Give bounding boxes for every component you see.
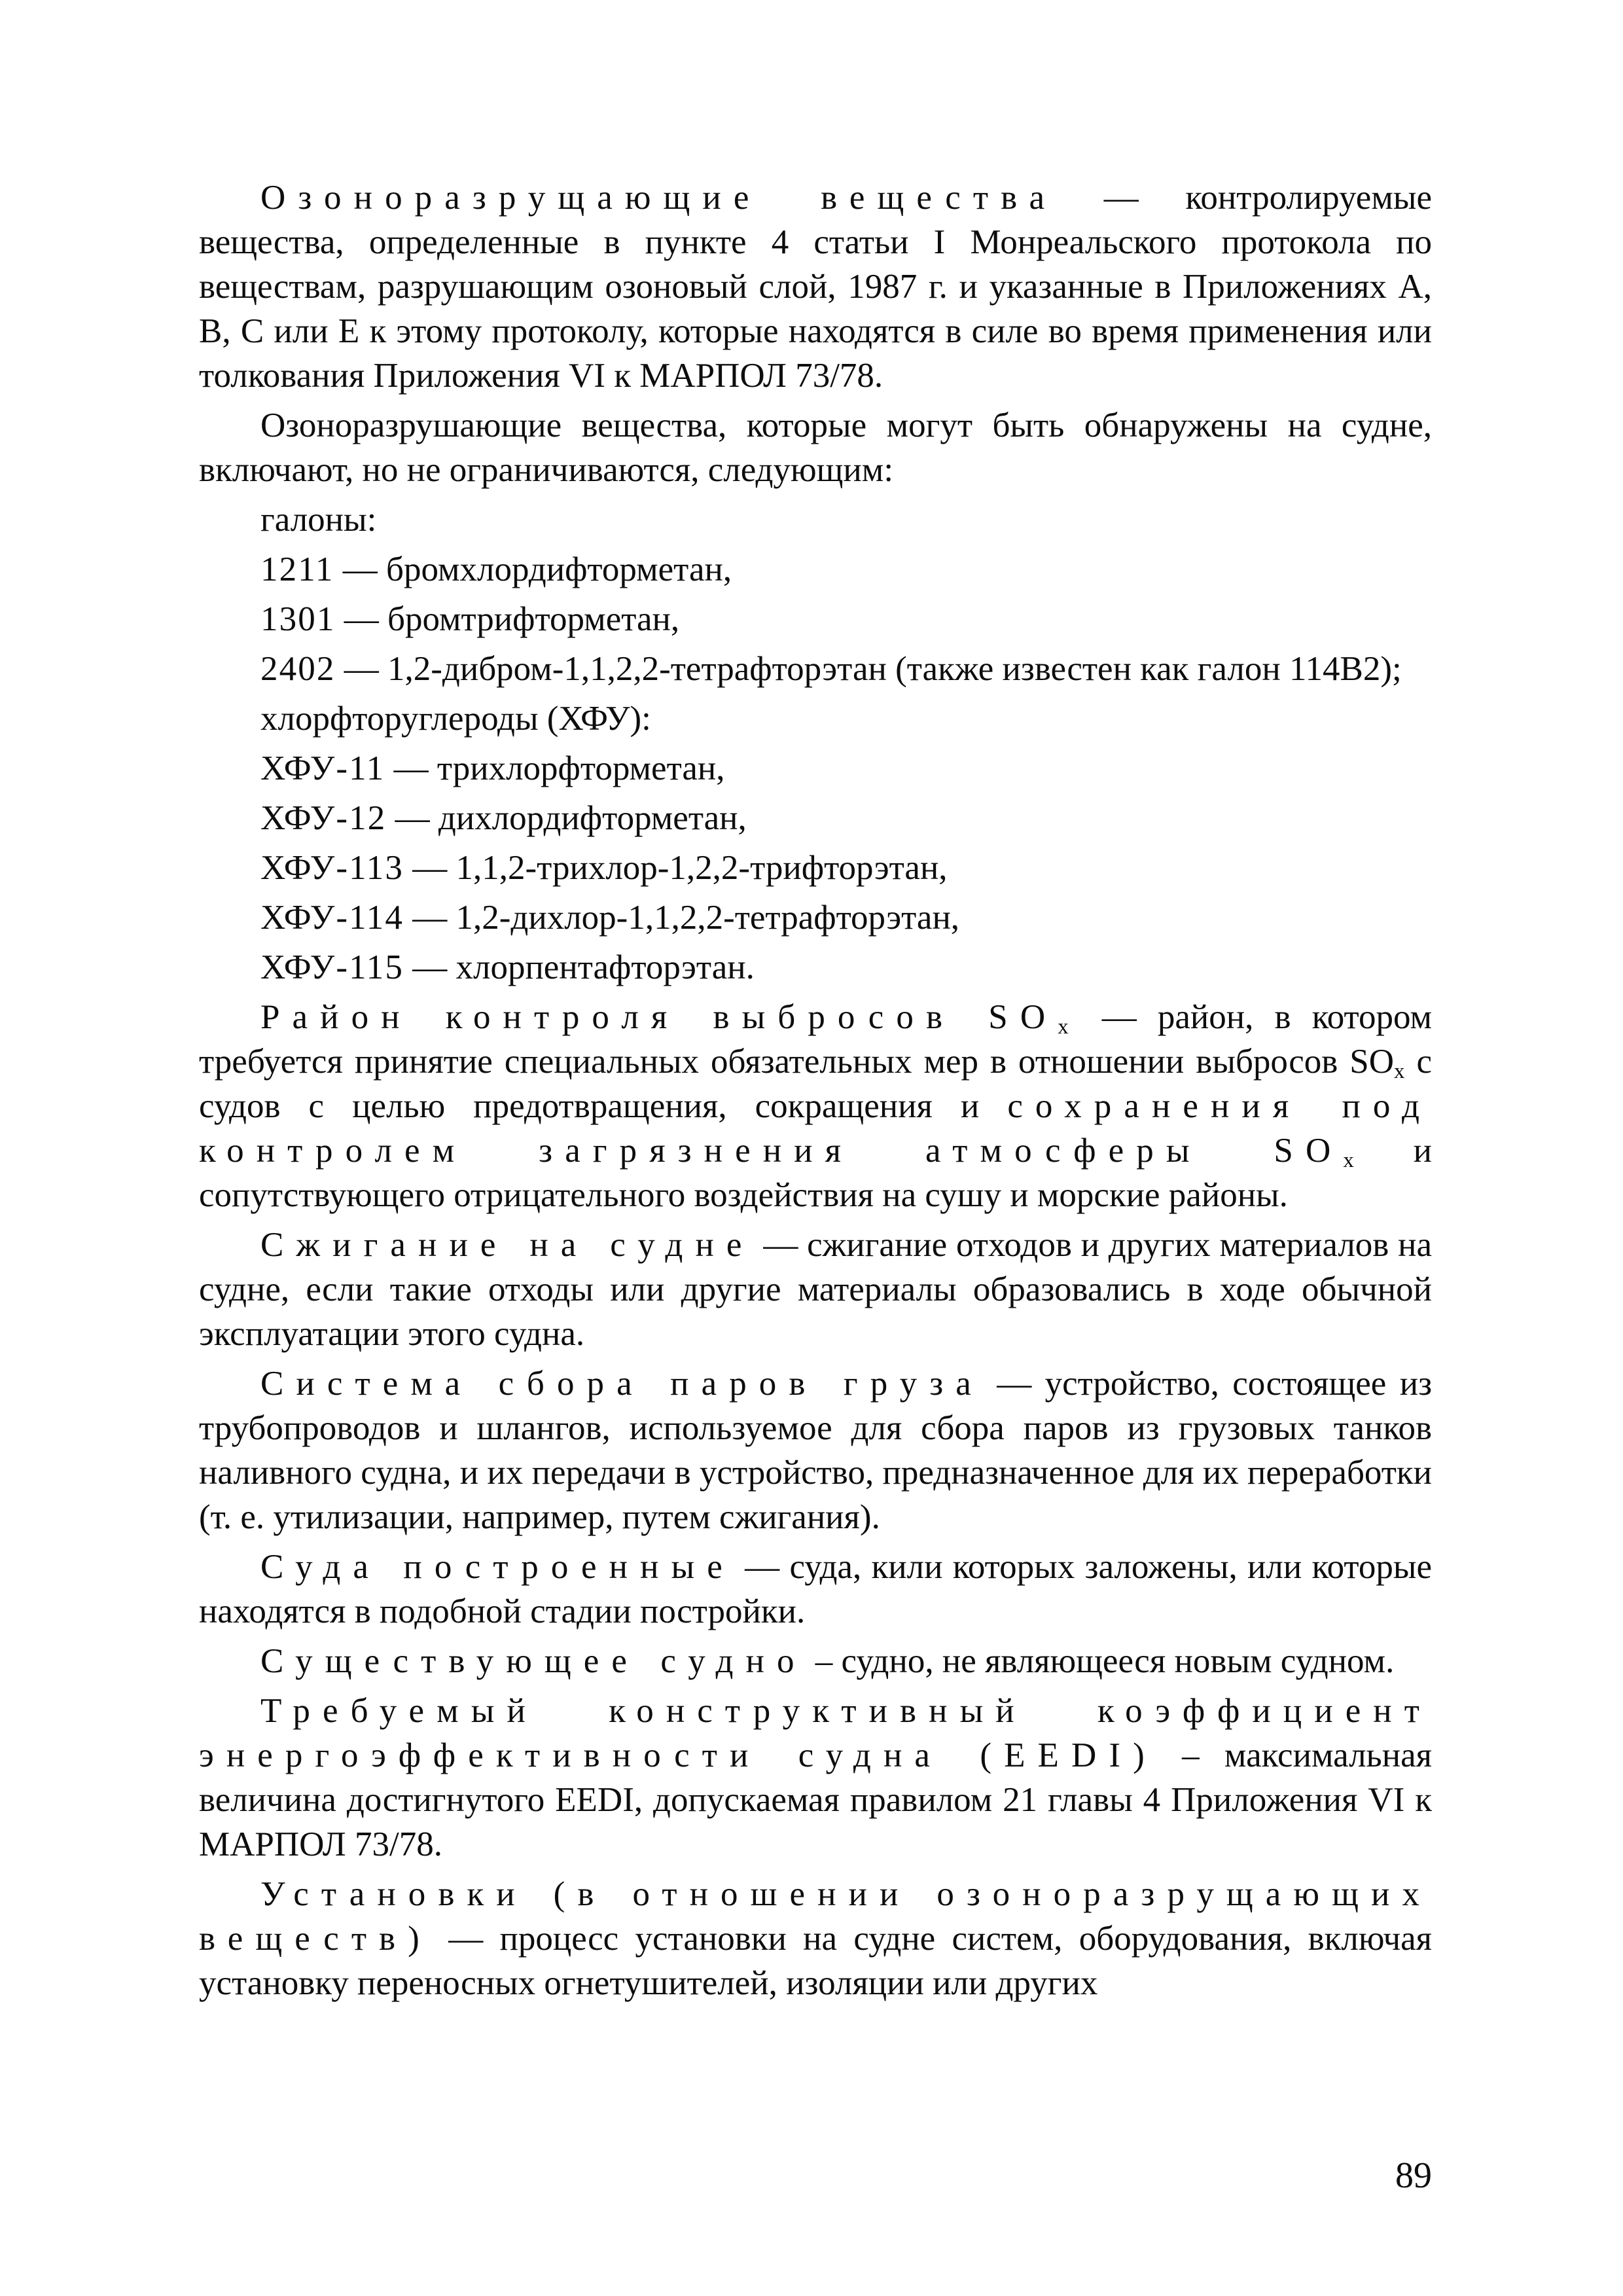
list-item (199, 597, 1432, 641)
separator-dash: — (983, 1365, 1045, 1403)
separator-dash: – (1156, 1736, 1224, 1774)
item-dash: — (344, 600, 379, 638)
item-name: трихлорфторметан, (437, 749, 725, 787)
definition-existing-ship (199, 1639, 1432, 1683)
definition-ozone-depleting-substances (199, 175, 1432, 398)
separator-dash: — (754, 1226, 808, 1264)
separator-dash: — (1057, 179, 1186, 217)
defined-term: Суда построенные (260, 1548, 735, 1586)
item-code: 2402 (260, 650, 336, 688)
definition-text: максимальная величина достигнутого EEDI, допускаемая правилом 21 главы 4 Приложения VI к МАРПОЛ 73/78. (199, 1736, 1432, 1863)
item-dash: — (412, 899, 448, 937)
definition-text: район, в котором требуется принятие специальных обязательных мер в отношении выбросов SO (199, 998, 1432, 1081)
subscript: x (1394, 1060, 1405, 1084)
definition-text: устройство, состоящее из трубопроводов и шлангов, используемое для сбора паров из грузовых танков наливного судна, и их передачи в устройство, предназначенное для их переработки (т. е. утилизации, например, путем сжигания). (199, 1365, 1432, 1536)
separator-dash: — (431, 1920, 500, 1958)
item-dash: — (393, 749, 429, 787)
list-heading-cfcs: хлорфторуглероды (ХФУ): (260, 700, 651, 738)
definition-text: с судов с целью предотвращения, сокращения и (199, 1043, 1432, 1125)
definition-text: контролируемые вещества, определенные в пункте 4 статьи I Монреальского протокола по веществам, разрушающим озоновый слой, 1987 г. и указанные в Приложениях A, B, C или E к этому протоколу, которые находятся в силе во время применения или толкования Приложения VI к МАРПОЛ 73/78. (199, 179, 1432, 395)
definition-text: суда, кили которых заложены, или которые находятся в подобной стадии постройки. (199, 1548, 1432, 1630)
definition-text: процесс установки на судне систем, оборудования, включая установку переносных огнетушителей, изоляции или других (199, 1920, 1433, 2002)
item-name: бромтрифторметан, (387, 600, 680, 638)
item-dash: — (395, 799, 430, 837)
item-name: хлорпентафторэтан. (455, 948, 755, 986)
list-item (199, 895, 1432, 940)
item-code: 1211 (260, 550, 334, 588)
definition-required-eedi (199, 1689, 1432, 1867)
item-dash: — (344, 650, 379, 688)
item-code: ХФУ-11 (260, 749, 385, 787)
defined-term: Сжигание на судне (260, 1226, 755, 1264)
page-number: 89 (1395, 2155, 1432, 2196)
spaced-text: сохранения под контролем загрязнения атмосферы SO (199, 1087, 1432, 1170)
defined-term: Установки (в отношении озоноразрущающих веществ) (199, 1875, 1432, 1958)
page-body (199, 175, 1432, 2011)
subscript: x (1058, 1015, 1081, 1039)
defined-term-text: Район контроля выбросов SO (260, 998, 1058, 1036)
ods-intro-paragraph: Озоноразрушающие вещества, которые могут быть обнаружены на судне, включают, но не ограничиваются, следующим: (199, 406, 1432, 489)
item-name: 1,1,2-трихлор-1,2,2-трифторэтан, (455, 849, 948, 887)
item-name: 1,2-дихлор-1,1,2,2-тетрафторэтан, (455, 899, 960, 937)
list-item (199, 746, 1432, 791)
item-dash: — (342, 550, 378, 588)
item-code: ХФУ-115 (260, 948, 404, 986)
list-item (199, 945, 1432, 990)
list-heading-halons: галоны: (260, 501, 377, 539)
separator-dash: — (1080, 998, 1158, 1036)
definition-text: судно, не являющееся новым судном. (841, 1642, 1395, 1680)
list-item (199, 547, 1432, 592)
item-code: ХФУ-114 (260, 899, 404, 937)
definition-installations (199, 1872, 1432, 2005)
list-item (199, 796, 1432, 840)
definition-text: сжигание отходов и других материалов на судне, если такие отходы или другие материалы образовались в ходе обычной эксплуатации этого судна. (199, 1226, 1432, 1353)
item-name: дихлордифторметан, (438, 799, 747, 837)
defined-term: Требуемый конструктивный коэффициент энергоэффективности судна (EEDI) (199, 1692, 1432, 1774)
separator-dash: – (806, 1642, 842, 1680)
definition-sox-emission-control-area (199, 995, 1432, 1217)
item-code: ХФУ-113 (260, 849, 404, 887)
definition-vapour-collection-system (199, 1361, 1432, 1539)
list-item (199, 846, 1432, 890)
ods-list (199, 497, 1432, 990)
separator-dash: — (734, 1548, 790, 1586)
defined-term: Система сбора паров груза (260, 1365, 984, 1403)
definition-ships-constructed (199, 1545, 1432, 1634)
definition-shipboard-incineration (199, 1223, 1432, 1356)
item-name: бромхлордифторметан, (386, 550, 732, 588)
item-code: ХФУ-12 (260, 799, 387, 837)
item-dash: — (412, 948, 448, 986)
item-dash: — (412, 849, 448, 887)
defined-term: Озоноразрущающие вещества (260, 179, 1058, 217)
defined-term: Существующее судно (260, 1642, 807, 1680)
defined-term (260, 998, 1081, 1039)
item-name: 1,2-дибром-1,1,2,2-тетрафторэтан (также известен как галон 114В2); (387, 650, 1402, 688)
definition-text: и сопутствующего отрицательного воздействия на сушу и морские районы. (199, 1132, 1432, 1214)
list-item (199, 647, 1432, 691)
subscript: x (1343, 1149, 1354, 1173)
item-code: 1301 (260, 600, 336, 638)
